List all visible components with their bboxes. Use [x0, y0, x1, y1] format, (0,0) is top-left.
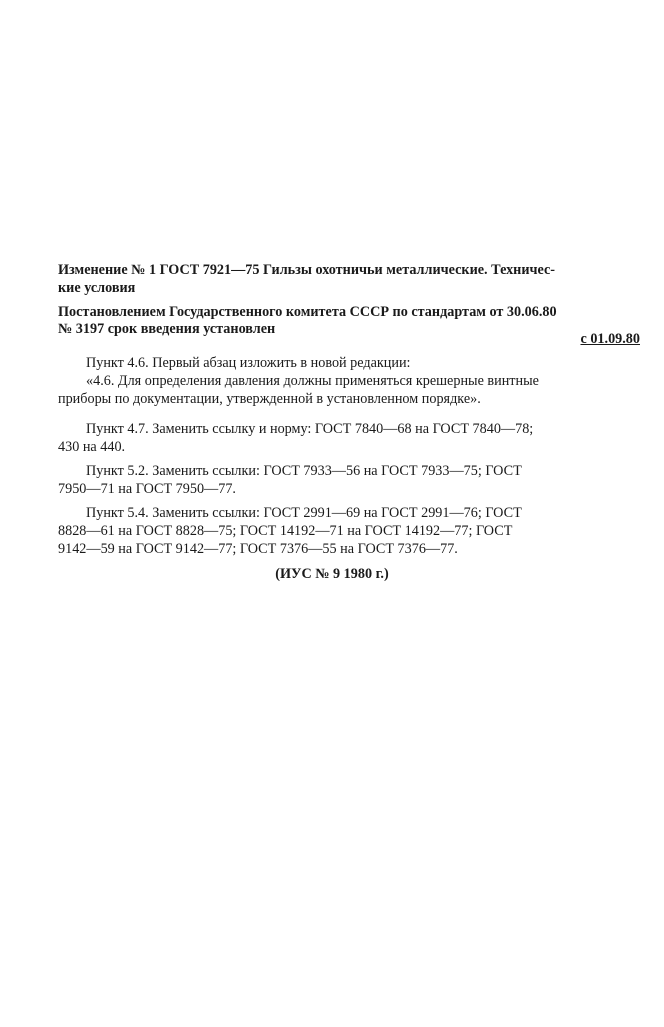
decree-line-2: № 3197 срок введения установлен: [58, 321, 276, 337]
clause-4-6-heading: Пункт 4.6. Первый абзац изложить в новой редакции:: [86, 355, 411, 371]
source-reference: (ИУС № 9 1980 г.): [275, 566, 389, 582]
amendment-title-line-1: Изменение № 1 ГОСТ 7921—75 Гильзы охотничьи металлические. Техничес-: [58, 262, 556, 278]
clause-5-4-line-1: Пункт 5.4. Заменить ссылки: ГОСТ 2991—69 на ГОСТ 2991—76; ГОСТ: [86, 505, 522, 521]
clause-5-4-line-2: 8828—61 на ГОСТ 8828—75; ГОСТ 14192—71 на ГОСТ 14192—77; ГОСТ: [58, 523, 513, 539]
clause-4-7-line-1: Пункт 4.7. Заменить ссылку и норму: ГОСТ 7840—68 на ГОСТ 7840—78;: [86, 421, 534, 437]
effective-date-row: [58, 331, 640, 348]
amendment-title-line-2: кие условия: [58, 280, 136, 296]
clause-4-6-text-line-2: приборы по документации, утвержденной в установленном порядке».: [58, 391, 481, 407]
clause-4-6-text-line-1: «4.6. Для определения давления должны применяться крешерные винтные: [86, 373, 539, 389]
decree-line-1: Постановлением Государственного комитета СССР по стандартам от 30.06.80: [58, 304, 557, 320]
clause-5-2-line-2: 7950—71 на ГОСТ 7950—77.: [58, 481, 236, 497]
clause-4-7-line-2: 430 на 440.: [58, 439, 126, 455]
effective-date: с 01.09.80: [580, 331, 640, 347]
clause-5-4-line-3: 9142—59 на ГОСТ 9142—77; ГОСТ 7376—55 на ГОСТ 7376—77.: [58, 541, 458, 557]
clause-5-2-line-1: Пункт 5.2. Заменить ссылки: ГОСТ 7933—56 на ГОСТ 7933—75; ГОСТ: [86, 463, 522, 479]
